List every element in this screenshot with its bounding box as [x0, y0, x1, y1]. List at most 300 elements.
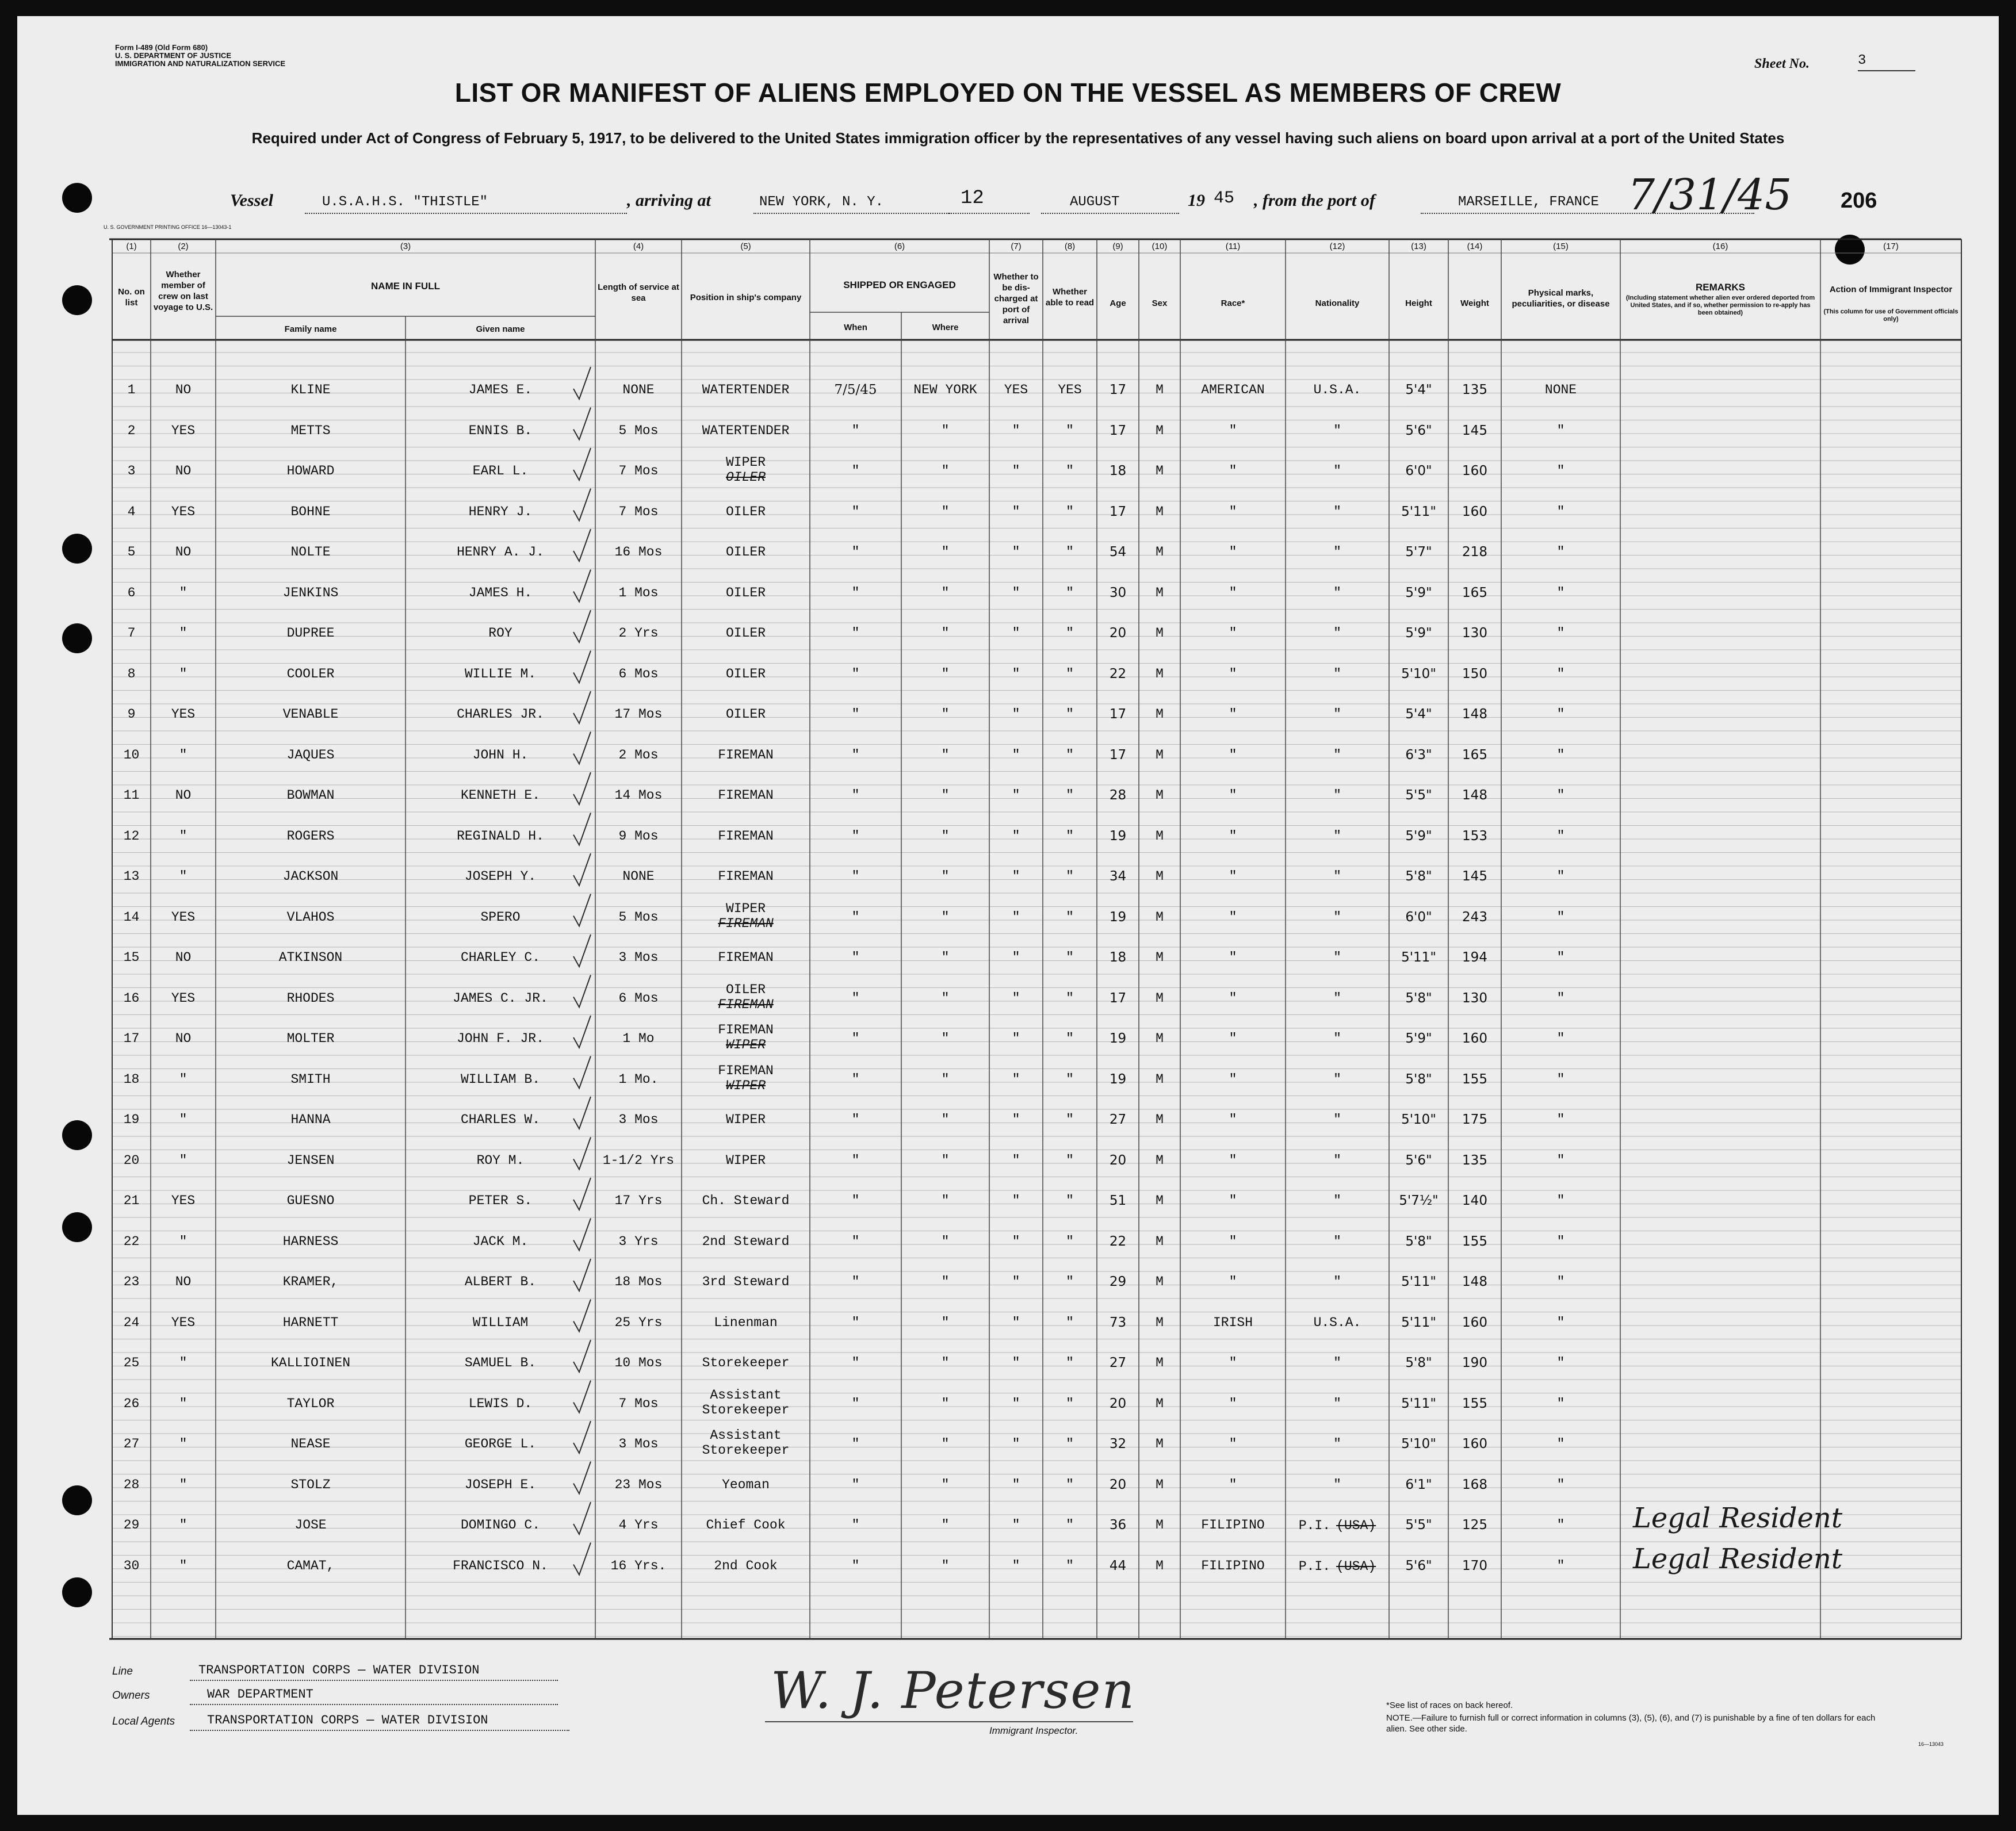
cell-marks: ": [1556, 1193, 1565, 1208]
cell-service: NONE: [622, 869, 655, 884]
cell-marks: ": [1556, 504, 1565, 519]
cell-weight: 130: [1462, 626, 1487, 641]
cell-age: 34: [1109, 869, 1127, 884]
cell-position: [682, 982, 810, 1012]
cell-marks: ": [1556, 1234, 1565, 1249]
cell-position: 2nd Steward: [702, 1234, 790, 1249]
cell-given: JOSEPH Y.: [464, 869, 537, 884]
cell-discharged: ": [1012, 1152, 1020, 1168]
cell-read: ": [1066, 1437, 1074, 1451]
cell-discharged: ": [1012, 545, 1020, 560]
header-shipped-engaged: SHIPPED OR ENGAGED: [843, 279, 956, 290]
cell-when: ": [851, 1193, 860, 1208]
cell-service: 14 Mos: [614, 788, 663, 803]
cell-service: 7 Mos: [618, 504, 659, 519]
cell-marks: ": [1556, 950, 1565, 965]
cell-member: YES: [171, 1193, 196, 1208]
cell-sex: M: [1156, 1355, 1164, 1370]
cell-remarks: Legal Resident: [1633, 1542, 1843, 1575]
cell-position: [682, 1388, 810, 1418]
column-number: (1): [126, 242, 137, 251]
struck-position-text: WIPER: [725, 1037, 766, 1052]
cell-service: 25 Yrs: [614, 1315, 663, 1330]
cell-race: ": [1229, 1112, 1237, 1127]
cell-when: ": [851, 1071, 860, 1087]
cell-member: ": [179, 1071, 188, 1087]
cell-marks: ": [1556, 585, 1565, 600]
cell-height: 5'6": [1405, 1558, 1432, 1573]
cell-height: 5'6": [1405, 423, 1432, 438]
cell-sex: M: [1156, 828, 1164, 844]
cell-position: [682, 1428, 810, 1458]
cell-when: ": [851, 545, 860, 560]
cell-given: ENNIS B.: [468, 423, 533, 438]
cell-read: ": [1066, 1234, 1074, 1249]
column-number: (14): [1467, 242, 1483, 251]
cell-service: 16 Mos: [614, 545, 663, 560]
form-id: Form I-489 (Old Form 680) U. S. DEPARTMENT OF JUSTICE IMMIGRATION AND NATURALIZATION SERVICE: [115, 43, 286, 68]
cell-where: ": [941, 1031, 950, 1046]
cell-position: Yeoman: [722, 1477, 770, 1492]
cell-family: JENSEN: [286, 1152, 335, 1168]
column-number: (6): [894, 242, 905, 251]
stamp-number: 206: [1841, 189, 1877, 213]
cell-member: ": [179, 1477, 188, 1492]
from-port: MARSEILLE, FRANCE: [1458, 194, 1599, 210]
cell-service: 7 Mos: [618, 1396, 659, 1411]
cell-weight: 194: [1462, 950, 1487, 965]
cell-position: FIREMAN: [718, 869, 774, 884]
cell-family: HANNA: [290, 1112, 331, 1127]
cell-family: VLAHOS: [286, 909, 335, 925]
cell-nationality: U.S.A.: [1313, 382, 1361, 397]
cell-service: 1 Mos: [618, 585, 659, 600]
cell-weight: 148: [1462, 788, 1487, 803]
position-text: Assistant: [710, 1428, 782, 1443]
cell-where: ": [941, 909, 950, 925]
cell-sex: M: [1156, 707, 1164, 722]
cell-discharged: ": [1012, 1031, 1020, 1046]
cell-marks: ": [1556, 1031, 1565, 1046]
cell-when: ": [851, 1437, 860, 1451]
cell-nationality: ": [1333, 909, 1341, 925]
cell-member: YES: [171, 1315, 196, 1330]
column-number: (13): [1411, 242, 1426, 251]
struck-nationality-text: (USA): [1336, 1518, 1376, 1533]
cell-when: ": [851, 1315, 860, 1330]
cell-race: ": [1229, 1355, 1237, 1370]
arriving-label: , arriving at: [627, 191, 711, 210]
cell-service: 4 Yrs: [618, 1518, 659, 1533]
cell-discharged: ": [1012, 1274, 1020, 1289]
cell-sex: M: [1156, 1193, 1164, 1208]
cell-service: 9 Mos: [618, 828, 659, 844]
cell-race: ": [1229, 1274, 1237, 1289]
cell-no: 18: [123, 1071, 140, 1087]
cell-weight: 218: [1462, 545, 1487, 560]
cell-age: 22: [1109, 666, 1127, 681]
header-position: Position in ship's company: [690, 293, 802, 302]
cell-no: 25: [123, 1355, 140, 1370]
cell-family: SMITH: [290, 1071, 331, 1087]
struck-position-text: FIREMAN: [718, 916, 774, 931]
cell-where: ": [941, 585, 950, 600]
cell-no: 20: [123, 1152, 140, 1168]
cell-sex: M: [1156, 1518, 1164, 1533]
cell-where: ": [941, 1558, 950, 1573]
cell-nationality: ": [1333, 423, 1341, 438]
cell-no: 14: [123, 909, 140, 925]
cell-given: LEWIS D.: [468, 1396, 533, 1411]
cell-when: ": [851, 1031, 860, 1046]
cell-member: ": [179, 626, 188, 641]
cell-nationality: ": [1333, 1274, 1341, 1289]
arrival-port: NEW YORK, N. Y.: [759, 194, 884, 210]
cell-when: ": [851, 626, 860, 641]
cell-read: ": [1066, 747, 1074, 763]
position-text: Storekeeper: [702, 1443, 790, 1458]
cell-discharged: ": [1012, 1396, 1020, 1411]
cell-service: 3 Mos: [618, 1437, 659, 1451]
cell-no: 16: [123, 990, 140, 1006]
cell-sex: M: [1156, 950, 1164, 965]
cell-discharged: ": [1012, 869, 1020, 884]
cell-where: ": [941, 1315, 950, 1330]
cell-no: 10: [123, 747, 140, 763]
column-number: (4): [633, 242, 644, 251]
header-discharged: Whether to be dis-charged at port of arrival: [993, 272, 1039, 325]
cell-nationality: ": [1333, 990, 1341, 1006]
cell-given: DOMINGO C.: [460, 1518, 541, 1533]
cell-no: 26: [123, 1396, 140, 1411]
cell-race: ": [1229, 990, 1237, 1006]
cell-nationality: ": [1333, 747, 1341, 763]
cell-when: 7/5/45: [834, 382, 877, 397]
cell-read: ": [1066, 1477, 1074, 1492]
from-port-label: , from the port of: [1254, 191, 1375, 210]
cell-age: 17: [1109, 747, 1127, 763]
owners-value: WAR DEPARTMENT: [207, 1687, 313, 1702]
column-number: (9): [1112, 242, 1123, 251]
cell-member: ": [179, 869, 188, 884]
cell-family: DUPREE: [286, 626, 335, 641]
cell-when: ": [851, 464, 860, 478]
cell-race: IRISH: [1212, 1315, 1253, 1330]
struck-position-text: FIREMAN: [718, 997, 774, 1012]
cell-position: OILER: [725, 504, 766, 519]
handwritten-date: 7/31/45: [1628, 170, 1792, 220]
cell-family: COOLER: [286, 666, 335, 681]
cell-member: ": [179, 747, 188, 763]
cell-read: ": [1066, 1071, 1074, 1087]
cell-age: 27: [1109, 1355, 1127, 1370]
cell-weight: 148: [1462, 1274, 1487, 1289]
cell-nationality: ": [1333, 1193, 1341, 1208]
cell-discharged: ": [1012, 1558, 1020, 1573]
cell-race: ": [1229, 545, 1237, 560]
header-length-service: Length of service at sea: [598, 282, 679, 303]
cell-given: ALBERT B.: [464, 1274, 537, 1289]
cell-discharged: ": [1012, 626, 1020, 641]
cell-discharged: ": [1012, 1315, 1020, 1330]
nationality-text: P.I.: [1298, 1558, 1331, 1574]
column-number: (5): [740, 242, 751, 251]
column-number: (3): [400, 242, 411, 251]
inspector-signature: W. J. Petersen: [771, 1661, 1136, 1720]
cell-service: 6 Mos: [618, 666, 659, 681]
cell-where: ": [941, 1355, 950, 1370]
cell-race: ": [1229, 464, 1237, 478]
cell-nationality: [1286, 1518, 1389, 1533]
cell-age: 19: [1109, 1071, 1127, 1087]
inspector-label: Immigrant Inspector.: [989, 1725, 1078, 1736]
header-name-in-full: NAME IN FULL: [371, 281, 440, 292]
cell-weight: 155: [1462, 1396, 1487, 1411]
cell-read: ": [1066, 585, 1074, 600]
cell-no: 27: [123, 1437, 140, 1451]
cell-member: ": [179, 585, 188, 600]
cell-member: NO: [175, 545, 192, 560]
cell-member: ": [179, 828, 188, 844]
cell-race: ": [1229, 1234, 1237, 1249]
cell-height: 5'5": [1405, 1518, 1432, 1533]
cell-given: JAMES E.: [468, 382, 533, 397]
cell-age: 51: [1109, 1193, 1127, 1208]
page-title: LIST OR MANIFEST OF ALIENS EMPLOYED ON THE VESSEL AS MEMBERS OF CREW: [454, 78, 1562, 108]
cell-race: ": [1229, 1071, 1237, 1087]
cell-marks: ": [1556, 869, 1565, 884]
cell-discharged: ": [1012, 464, 1020, 478]
cell-nationality: [1286, 1559, 1389, 1574]
cell-read: ": [1066, 1396, 1074, 1411]
cell-sex: M: [1156, 666, 1164, 681]
cell-marks: ": [1556, 666, 1565, 681]
cell-member: YES: [171, 990, 196, 1006]
cell-given: ROY M.: [476, 1152, 525, 1168]
cell-family: VENABLE: [282, 707, 339, 722]
cell-sex: M: [1156, 788, 1164, 803]
cell-when: ": [851, 1355, 860, 1370]
cell-when: ": [851, 1518, 860, 1533]
cell-service: 7 Mos: [618, 464, 659, 478]
cell-where: ": [941, 828, 950, 844]
header-able-to-read: Whether able to read: [1045, 287, 1095, 308]
cell-service: 5 Mos: [618, 423, 659, 438]
cell-read: ": [1066, 464, 1074, 478]
cell-marks: ": [1556, 545, 1565, 560]
cell-no: 1: [127, 382, 136, 397]
cell-sex: M: [1156, 382, 1164, 397]
cell-family: HARNESS: [282, 1234, 339, 1249]
cell-when: ": [851, 1152, 860, 1168]
cell-no: 30: [123, 1558, 140, 1573]
column-number: (15): [1553, 242, 1569, 251]
column-number: (10): [1152, 242, 1168, 251]
cell-family: MOLTER: [286, 1031, 335, 1046]
cell-family: BOHNE: [290, 504, 331, 519]
cell-marks: ": [1556, 1071, 1565, 1087]
column-number: (17): [1883, 242, 1899, 251]
cell-no: 4: [127, 504, 136, 519]
cell-marks: ": [1556, 1274, 1565, 1289]
header-no-on-list: No. on list: [118, 287, 145, 308]
cell-member: NO: [175, 1274, 192, 1289]
cell-race: ": [1229, 869, 1237, 884]
cell-service: 17 Yrs: [614, 1193, 663, 1208]
cell-position: FIREMAN: [718, 828, 774, 844]
cell-position: [682, 1063, 810, 1093]
cell-nationality: ": [1333, 1355, 1341, 1370]
cell-where: ": [941, 950, 950, 965]
cell-sex: M: [1156, 1396, 1164, 1411]
cell-when: ": [851, 1274, 860, 1289]
cell-sex: M: [1156, 1274, 1164, 1289]
cell-given: CHARLEY C.: [460, 950, 541, 965]
cell-when: ": [851, 1477, 860, 1492]
position-text: FIREMAN: [718, 1063, 774, 1078]
cell-no: 15: [123, 950, 140, 965]
cell-race: ": [1229, 828, 1237, 844]
cell-discharged: ": [1012, 1518, 1020, 1533]
cell-height: 6'0": [1405, 464, 1432, 478]
cell-height: 5'8": [1405, 1355, 1432, 1370]
cell-position: Linenman: [714, 1315, 778, 1330]
cell-read: ": [1066, 707, 1074, 722]
cell-no: 7: [127, 626, 136, 641]
cell-weight: 165: [1462, 747, 1487, 763]
cell-given: JAMES H.: [468, 585, 533, 600]
cell-where: ": [941, 747, 950, 763]
cell-service: 3 Mos: [618, 950, 659, 965]
cell-read: ": [1066, 869, 1074, 884]
cell-no: 24: [123, 1315, 140, 1330]
cell-when: ": [851, 1112, 860, 1127]
cell-discharged: ": [1012, 423, 1020, 438]
cell-family: NOLTE: [290, 545, 331, 560]
header-age: Age: [1110, 298, 1126, 308]
cell-when: ": [851, 788, 860, 803]
cell-family: JACKSON: [282, 869, 339, 884]
form-code: 16—13043: [1918, 1741, 1944, 1747]
cell-family: GUESNO: [286, 1193, 335, 1208]
cell-race: FILIPINO: [1201, 1558, 1265, 1573]
cell-when: ": [851, 423, 860, 438]
position-text: OILER: [725, 982, 766, 997]
cell-weight: 170: [1462, 1558, 1487, 1573]
struck-nationality-text: (USA): [1336, 1558, 1376, 1574]
cell-weight: 168: [1462, 1477, 1487, 1492]
cell-where: ": [941, 707, 950, 722]
cell-member: NO: [175, 464, 192, 478]
cell-family: JOSE: [294, 1518, 327, 1533]
cell-family: RHODES: [286, 990, 335, 1006]
cell-weight: 175: [1462, 1112, 1487, 1127]
nationality-text: P.I.: [1298, 1518, 1331, 1533]
cell-age: 19: [1109, 828, 1127, 844]
sheet-label: Sheet No.: [1754, 56, 1810, 71]
cell-marks: ": [1556, 423, 1565, 438]
cell-where: ": [941, 788, 950, 803]
position-text: Storekeeper: [702, 1402, 790, 1418]
cell-height: 5'6": [1405, 1152, 1432, 1168]
cell-read: ": [1066, 423, 1074, 438]
cell-discharged: ": [1012, 1355, 1020, 1370]
cell-given: ROY: [488, 626, 512, 641]
cell-discharged: ": [1012, 585, 1020, 600]
cell-discharged: ": [1012, 1437, 1020, 1451]
cell-family: KALLIOINEN: [270, 1355, 351, 1370]
cell-given: GEORGE L.: [464, 1437, 537, 1451]
cell-no: 23: [123, 1274, 140, 1289]
cell-member: ": [179, 1558, 188, 1573]
print-office: U. S. GOVERNMENT PRINTING OFFICE 16—13043-1: [104, 224, 232, 230]
column-number: (11): [1225, 242, 1241, 251]
cell-member: ": [179, 1355, 188, 1370]
cell-marks: ": [1556, 1355, 1565, 1370]
cell-position: [682, 1022, 810, 1052]
cell-service: 10 Mos: [614, 1355, 663, 1370]
cell-member: NO: [175, 950, 192, 965]
cell-race: ": [1229, 707, 1237, 722]
cell-nationality: ": [1333, 1234, 1341, 1249]
cell-age: 22: [1109, 1234, 1127, 1249]
cell-given: JOHN F. JR.: [457, 1031, 544, 1046]
cell-marks: ": [1556, 1152, 1565, 1168]
cell-read: ": [1066, 990, 1074, 1006]
cell-weight: 160: [1462, 1315, 1487, 1330]
cell-service: 16 Yrs.: [610, 1558, 667, 1573]
cell-height: 5'4": [1405, 382, 1432, 397]
cell-member: YES: [171, 909, 196, 925]
cell-nationality: ": [1333, 545, 1341, 560]
cell-position: 3rd Steward: [702, 1274, 790, 1289]
cell-position: 2nd Cook: [714, 1558, 778, 1573]
cell-age: 36: [1109, 1518, 1127, 1533]
cell-height: 5'7½": [1399, 1193, 1439, 1208]
cell-where: ": [941, 1477, 950, 1492]
cell-when: ": [851, 585, 860, 600]
position-text: FIREMAN: [718, 1022, 774, 1037]
cell-position: [682, 455, 810, 485]
cell-remarks: Legal Resident: [1633, 1502, 1843, 1534]
cell-read: ": [1066, 788, 1074, 803]
cell-weight: 140: [1462, 1193, 1487, 1208]
cell-discharged: ": [1012, 747, 1020, 763]
cell-service: 18 Mos: [614, 1274, 663, 1289]
cell-no: 8: [127, 666, 136, 681]
cell-age: 30: [1109, 585, 1127, 600]
cell-family: HARNETT: [282, 1315, 339, 1330]
cell-when: ": [851, 828, 860, 844]
cell-service: 5 Mos: [618, 909, 659, 925]
cell-nationality: ": [1333, 1477, 1341, 1492]
cell-read: ": [1066, 1315, 1074, 1330]
cell-weight: 160: [1462, 1031, 1487, 1046]
cell-family: CAMAT,: [286, 1558, 335, 1573]
cell-race: FILIPINO: [1201, 1518, 1265, 1533]
cell-read: ": [1066, 1152, 1074, 1168]
cell-height: 5'11": [1401, 1315, 1436, 1330]
cell-position: OILER: [725, 545, 766, 560]
cell-no: 3: [127, 464, 136, 478]
cell-where: ": [941, 1152, 950, 1168]
cell-position: OILER: [725, 707, 766, 722]
cell-age: 28: [1109, 788, 1127, 803]
cell-marks: ": [1556, 1477, 1565, 1492]
cell-age: 54: [1109, 545, 1127, 560]
header-given-name: Given name: [476, 324, 525, 334]
cell-family: METTS: [290, 423, 331, 438]
